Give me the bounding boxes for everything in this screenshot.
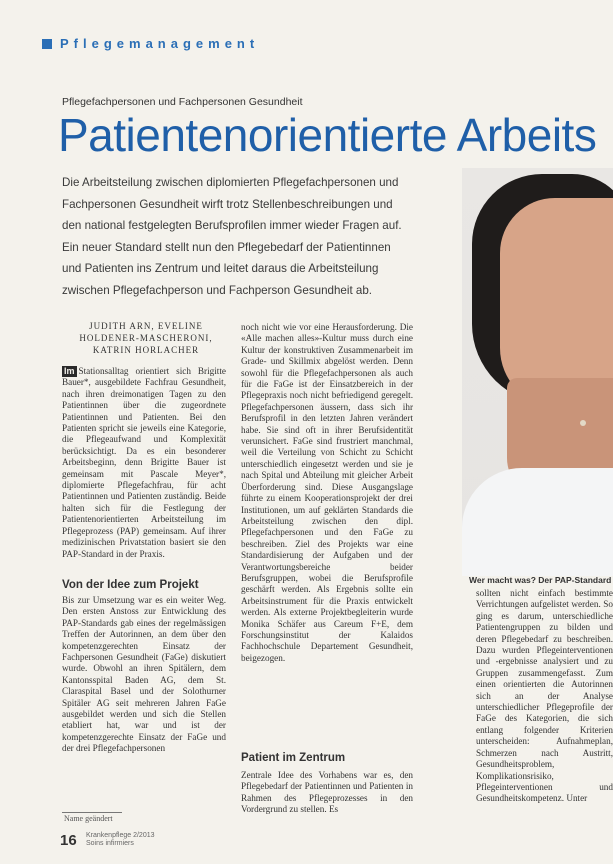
body-paragraph: Zentrale Idee des Vorhabens war es, den Pflegebedarf der Patientinnen und Patienten in Rahmen des Pflegeprozesses in den Vordergrund zu stellen. Es [241, 770, 413, 815]
body-paragraph: Stationsalltag orientiert sich Brigitte Bauer*, ausgebildete Fachfrau Gesundheit, nach ihren dreimonatigen Tagen zu den Patientinnen über die zugeordnete Patientinnen und Patienten. Bei den Patienten spricht sie jeweils eine Kategorie, die Pflegeaufwand und Komplexität berücksichtigt. Da es ein besonderer Arbeitsbeginn, denn Brigitte Bauer ist gemeinsam mit Pascale Meyer*, diplomierte Pflegefachfrau, für acht Patientinnen und Patienten zuständig. Beide halten sich für die Festlegung der Patientenorientierten Arbeitsteilung im Pflegeprozess (PAP) gemeinsam. Auf ihrer medizinischen Privatstation basiert sie den PAP-Standard in der Praxis. [62, 366, 226, 559]
footnote-divider [62, 812, 122, 813]
photo-earring [580, 420, 586, 426]
footer-line: Krankenpflege 2/2013 [86, 832, 155, 839]
footnote: Name geändert [64, 814, 113, 823]
author-line: KATRIN HORLACHER [92, 345, 200, 355]
subheading-patient-center: Patient im Zentrum [241, 752, 346, 764]
body-column-2b [241, 770, 413, 816]
body-column-3 [476, 588, 613, 805]
body-paragraph: noch nicht wie vor eine Herausforderung. Die «Alle machen alles»-Kultur muss durch eine Kultur der konstruktiven Zusammenarbeit im Grade- und Skillmix abgelöst werden. Denn sowohl für die Pflegefachpersonen als auch für die FaGe ist der Einsatzbereich in der Pflegepraxis noch nicht befriedigend geregelt. Pflegefachpersonen äussern, dass sich ihr Berufsprofil in den letzten Jahren verändert habe. Sie sind oft in ihrer Berufsidentität verunsichert. FaGe sind frustriert manchmal, weil die Verteilung von Schicht zu Schicht unterschiedlich eingesetzt werden und sie je nach Spital und Abteilung mit gleicher Arbeit Überforderung sind. Diese Ausgangslage führte zu einem Kooperationsprojekt der drei Institutionen, um auf geklärten Standards die Arbeitsteilung zwischen den dipl. Pflegefachpersonen und den FaGe zu beschreiben. Ziel des Projekts war eine Standardisierung der Aufgaben und der Verantwortungsbereiche beider Berufsgruppen, wobei die Berufsprofile geschärft werden. Als Ergebnis sollte ein Arbeitsinstrument für die Praxis entwickelt werden. Als externe Projektbegleiterin wurde Monika Schäfer aus Careum F+E, dem Forschungsinstitut der Kalaidos Fachhochschule Departement Gesundheit, beigezogen. [241, 322, 413, 663]
body-paragraph: sollten nicht einfach bestimmte Verrichtungen aufgelistet werden. So ging es darum, unterschiedliche Patientengruppen zu bilden und deren Pflegebedarf zu beschreiben. Dazu wurden Pflegeinterventionen und -ergebnisse analysiert und zu Gruppen zusammengefasst. Zum einen orientierten die Autorinnen sich an der Analyse unterschiedlicher Pflegeprofile der FaGe des Kategorien, die sich entlang folgender Kriterien unterscheiden: Aufnahmeplan, Schmerzen nach Austritt, Gesundheitsproblem, Komplikationsrisiko, Pflegeinterventionen und Gesundheitskompetenz. Unter [476, 588, 613, 804]
section-label: Pflegemanagement [60, 36, 260, 51]
page-footer [86, 832, 155, 848]
body-paragraph: Bis zur Umsetzung war es ein weiter Weg. Den ersten Anstoss zur Entwicklung des PAP-Standards gab eines der regelmässigen Treffen der Autorinnen, an dem über den kompetenzgerechten Einsatz der Fachpersonen Gesundheit (FaGe) diskutiert wurde. Obwohl an ihren Spitälern, dem Kantonsspital Baden AG, dem St. Claraspital Basel und der Solothurner Spitäler AG seit mehreren Jahren FaGe ausgebildet werden und sich die Stellen etabliert hat, war und ist der kompetenzgerechte Einsatz der FaGe und der drei Pflegefachpersonen [62, 595, 226, 754]
footer-line: Soins infirmiers [86, 840, 134, 847]
article-headline: Patientenorientierte Arbeits [58, 109, 597, 161]
article-photo [462, 168, 613, 576]
photo-caption: Wer macht was? Der PAP-Standard [469, 575, 612, 585]
body-column-1 [62, 366, 226, 560]
photo-shirt [462, 468, 613, 576]
subheading-idea-to-project: Von der Idee zum Projekt [62, 579, 199, 591]
body-column-1b [62, 595, 226, 755]
section-header [42, 36, 259, 51]
article-kicker: Pflegefachpersonen und Fachpersonen Gesundheit [62, 96, 303, 108]
author-line: HOLDENER-MASCHERONI, [79, 333, 213, 343]
body-column-2 [241, 322, 413, 664]
author-line: JUDITH ARN, EVELINE [89, 321, 203, 331]
drop-initial: Im [64, 366, 75, 376]
article-lead: Die Arbeitsteilung zwischen diplomierten Pflegefachpersonen und Fachpersonen Gesundheit wirft trotz Stellenbeschreibungen und den national festgelegten Berufsprofilen immer wieder Fragen auf. Ein neuer Standard stellt nun den Pflegebedarf der Patientinnen und Patienten ins Zentrum und leitet daraus die Arbeitsteilung zwischen Pflegefachperson und Fachperson Gesundheit ab. [62, 176, 402, 297]
section-square-icon [42, 39, 52, 49]
page-number: 16 [60, 832, 77, 849]
article-authors [66, 320, 226, 356]
photo-face [500, 198, 613, 408]
